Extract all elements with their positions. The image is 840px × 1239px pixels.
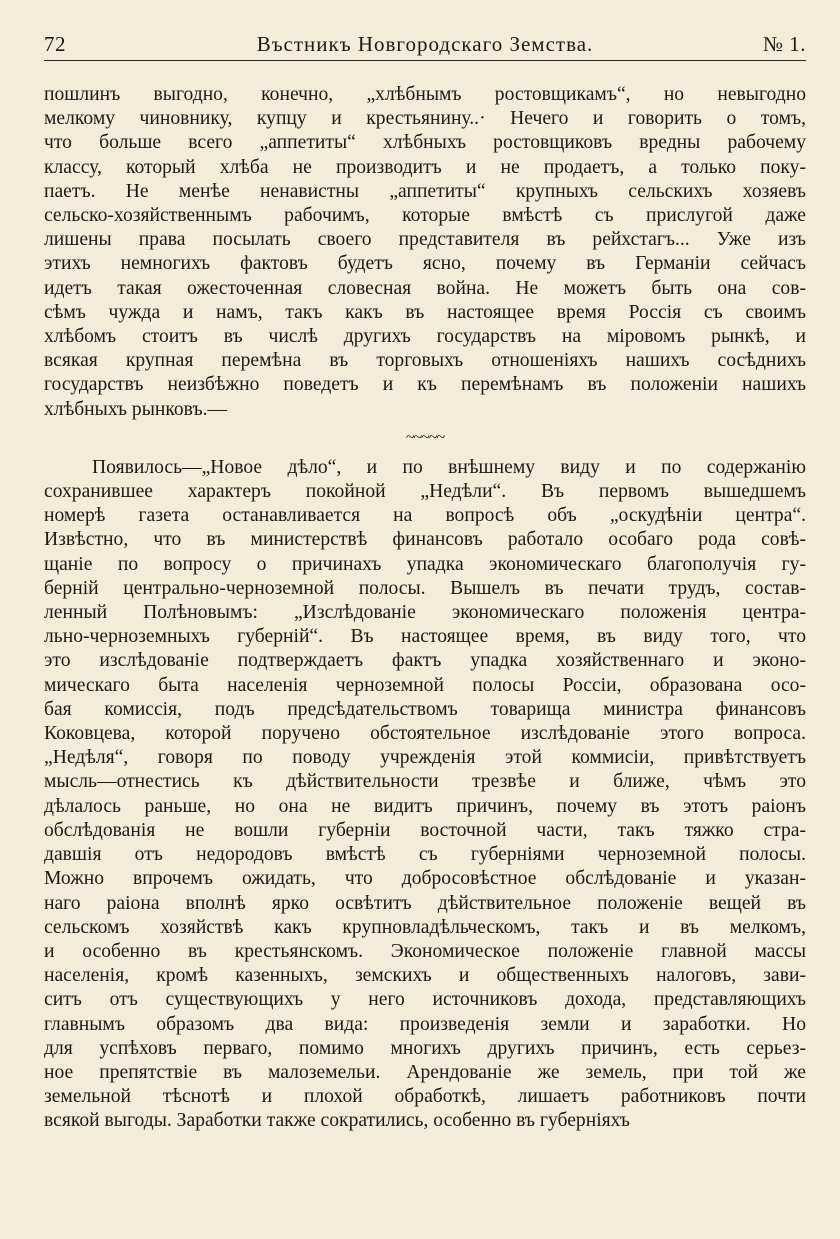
text-line: номерѣ газета останавливается на вопросѣ объ „оскудѣніи центра“. (44, 505, 806, 527)
paragraph-2 (44, 456, 806, 1134)
text-line: и особенно въ крестьянскомъ. Экономическое положеніе главной массы (44, 940, 806, 962)
text-line: лишены права посылать своего представителя въ рейхстагъ... Уже изъ (44, 229, 806, 251)
text-line: Коковцева, которой поручено обстоятельное изслѣдованіе этого вопроса. (44, 723, 806, 745)
text-line: „Недѣля“, говоря по поводу учрежденія этой коммисіи, привѣтствуетъ (44, 747, 806, 769)
journal-title: Въстникъ Новгородскаго Земства. (256, 32, 594, 56)
text-line: Появилось—„Новое дѣло“, и по внѣшнему виду и по содержанію (92, 456, 806, 478)
text-line: ленный Полѣновымъ: „Изслѣдованіе экономическаго положенія центра- (44, 602, 806, 624)
text-line: Извѣстно, что въ министерствѣ финансовъ работало особаго рода совѣ- (44, 529, 806, 551)
text-line: хлѣбомъ стоитъ въ числѣ другихъ государствъ на міровомъ рынкѣ, и (44, 326, 806, 348)
text-line: наго раіона вполнѣ ярко освѣтитъ дѣйствительное положеніе вещей въ (44, 892, 806, 914)
text-line: это изслѣдованіе подтверждаетъ фактъ упадка хозяйственнаго и эконо- (44, 650, 806, 672)
text-line: паетъ. Не менѣе ненавистны „аппетиты“ крупныхъ сельскихъ хозяевъ (44, 180, 806, 202)
text-line: населенія, кромѣ казенныхъ, земскихъ и общественныхъ налоговъ, зави- (44, 965, 806, 987)
text-line: идетъ такая ожесточенная словесная война. Не можетъ быть она сов- (44, 277, 806, 299)
text-line: щаніе по вопросу о причинахъ упадка экономическаго благополучія гу- (44, 553, 806, 575)
text-line: ное препятствіе въ малоземельи. Арендованіе же земель, при той же (44, 1061, 806, 1083)
text-line: что больше всего „аппетиты“ хлѣбныхъ ростовщиковъ вредны рабочему (44, 132, 806, 154)
page-number: 72 (44, 32, 66, 56)
issue-number: № 1. (762, 32, 806, 56)
text-line: этихъ немногихъ фактовъ будетъ ясно, почему въ Германіи сейчасъ (44, 253, 806, 275)
text-line: Можно впрочемъ ожидать, что добросовѣстное обслѣдованіе и указан- (44, 868, 806, 890)
text-line: классу, который хлѣба не производитъ и не продаетъ, а только поку- (44, 156, 806, 178)
text-line: дѣлалось раньше, но она не видитъ причинъ, почему въ этотъ раіонъ (44, 795, 806, 817)
text-line: сельско-хозяйственнымъ рабочимъ, которые вмѣстѣ съ прислугой даже (44, 205, 806, 227)
text-line: берній центрально-черноземной полосы. Вышелъ въ печати трудъ, состав- (44, 577, 806, 599)
paragraph-1 (44, 83, 806, 422)
text-line: мысль—отнестись къ дѣйствительности трезвѣе и ближе, чѣмъ это (44, 771, 806, 793)
running-head (44, 30, 806, 61)
text-line: всякая крупная перемѣна въ торговыхъ отношеніяхъ нашихъ сосѣднихъ (44, 350, 806, 372)
text-line: для успѣховъ перваго, помимо многихъ другихъ причинъ, есть серьез- (44, 1037, 806, 1059)
text-line: пошлинъ выгодно, конечно, „хлѣбнымъ ростовщикамъ“, но невыгодно (44, 84, 806, 105)
text-line: льно-черноземныхъ губерній“. Въ настоящее время, въ виду того, что (44, 626, 806, 648)
section-divider-ornament: ~~~~~ (405, 428, 445, 446)
text-line: государствъ неизбѣжно поведетъ и къ перемѣнамъ въ положеніи нашихъ (44, 374, 806, 396)
text-line: земельной тѣснотѣ и плохой обработкѣ, лишаетъ работниковъ почти (44, 1086, 806, 1108)
text-line: бая комиссія, подъ предсѣдательствомъ товарища министра финансовъ (44, 698, 806, 720)
text-line: сѣмъ чужда и намъ, такъ какъ въ настоящее время Россія съ своимъ (44, 301, 806, 323)
text-line: сохранившее характеръ покойной „Недѣли“. Въ первомъ вышедшемъ (44, 481, 806, 503)
article-text (44, 83, 806, 1134)
text-line: всякой выгоды. Заработки также сократились, особенно въ губерніяхъ (44, 1110, 630, 1132)
text-line: хлѣбныхъ рынковъ.— (44, 398, 228, 420)
text-line: обслѣдованія не вошли губерніи восточной части, такъ тяжко стра- (44, 819, 806, 841)
text-line: сельскомъ хозяйствѣ какъ крупновладѣльческомъ, такъ и въ мелкомъ, (44, 916, 806, 938)
text-line: мелкому чиновнику, купцу и крестьянину..· Нечего и говорить о томъ, (44, 108, 806, 130)
text-line: давшія отъ недородовъ вмѣстѣ съ губерніями черноземной полосы. (44, 844, 806, 866)
text-line: мическаго быта населенія черноземной полосы Россіи, образована осо- (44, 674, 806, 696)
text-line: главнымъ образомъ два вида: произведенія земли и заработки. Но (44, 1013, 806, 1035)
text-line: ситъ отъ существующихъ у него источниковъ дохода, представляющихъ (44, 989, 806, 1011)
